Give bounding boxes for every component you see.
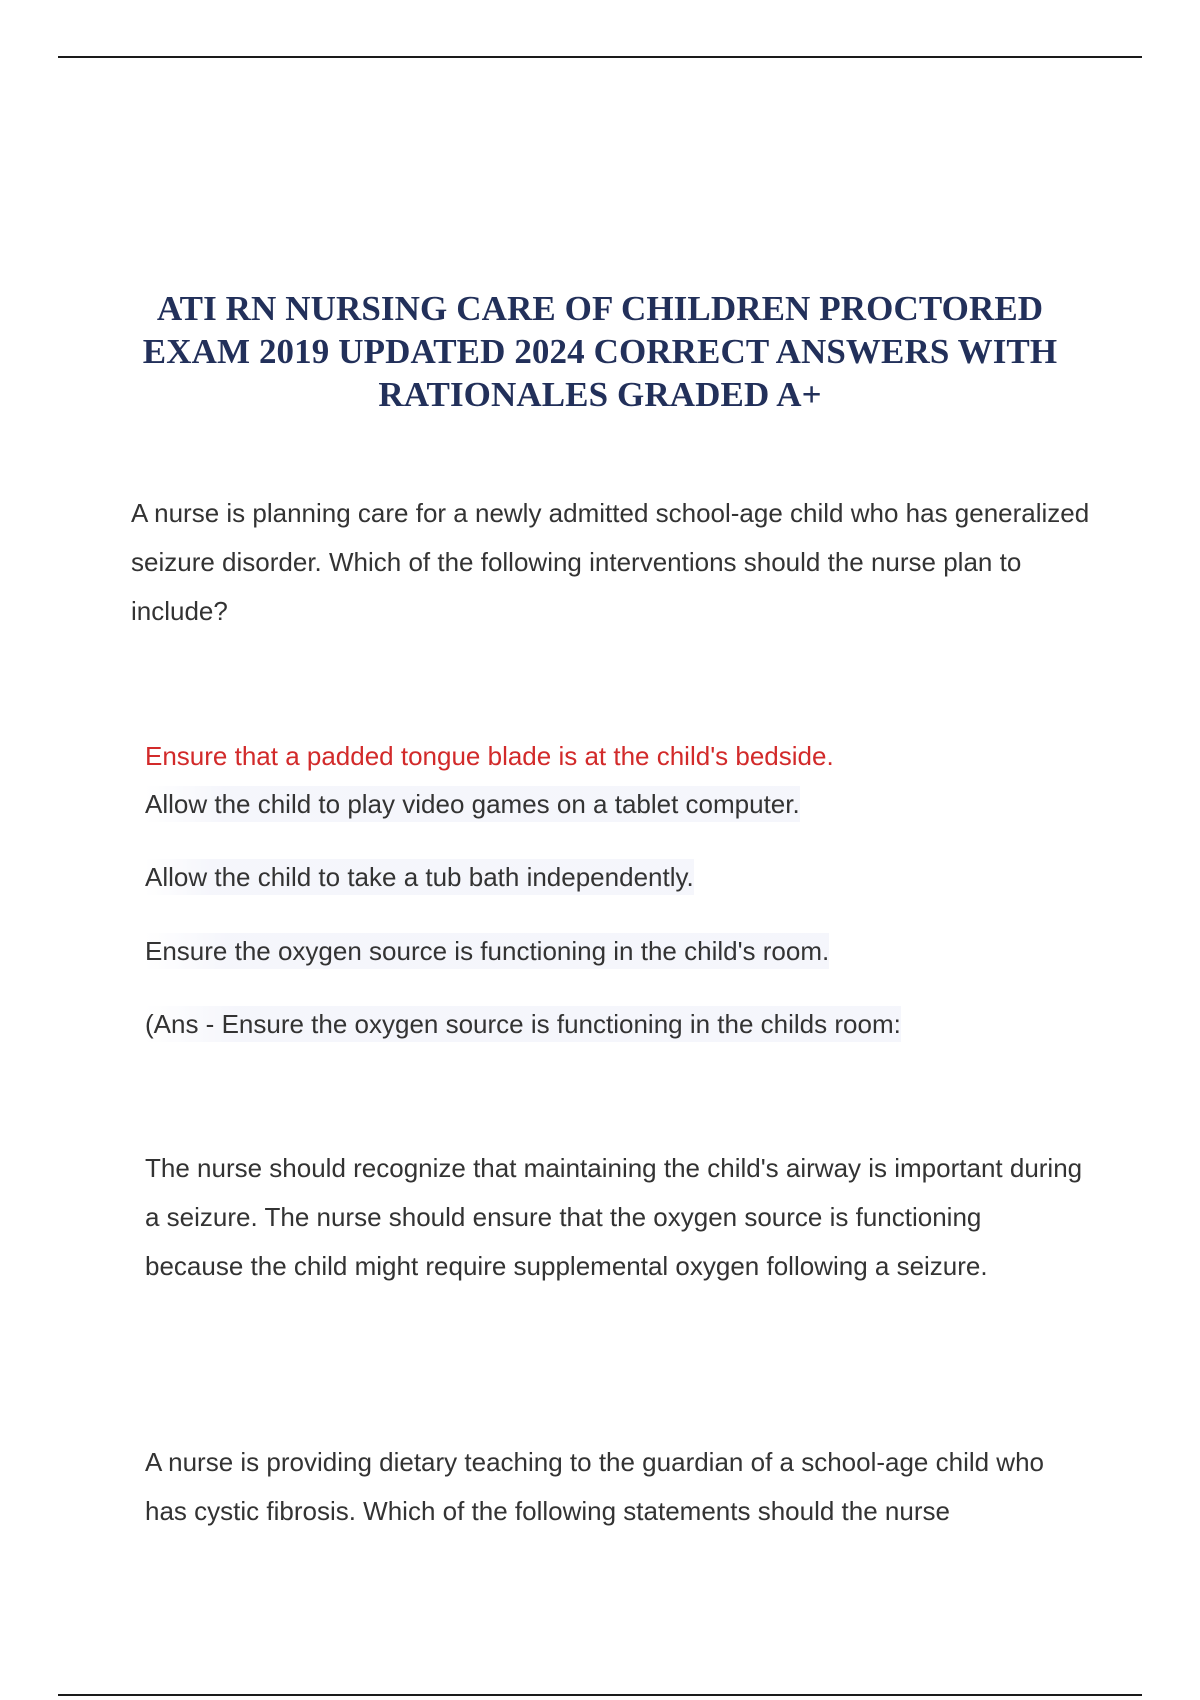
question-1-option-2: Allow the child to play video games on a tablet computer. xyxy=(145,786,800,822)
bottom-rule xyxy=(58,1694,1142,1696)
top-rule xyxy=(58,56,1142,58)
question-1-option-3: Allow the child to take a tub bath independently. xyxy=(145,859,694,895)
question-1-text: A nurse is planning care for a newly admitted school-age child who has generalized seizure disorder. Which of the following interventions should the nurse plan to include? xyxy=(131,498,1090,626)
question-1-option-4: Ensure the oxygen source is functioning in the child's room. xyxy=(145,933,829,969)
question-1-answer: (Ans - Ensure the oxygen source is functioning in the childs room: xyxy=(145,1006,901,1042)
question-1-option-1: Ensure that a padded tongue blade is at the child's bedside. xyxy=(145,741,834,771)
question-1-rationale: The nurse should recognize that maintaining the child's airway is important during a seizure. The nurse should ensure that the oxygen source is functioning because the child might require supplemental oxygen following a seizure. xyxy=(145,1153,1083,1281)
document-title: ATI RN NURSING CARE OF CHILDREN PROCTORED EXAM 2019 UPDATED 2024 CORRECT ANSWERS WITH RATIONALES GRADED A+ xyxy=(142,289,1058,414)
question-2-text: A nurse is providing dietary teaching to the guardian of a school-age child who has cystic fibrosis. Which of the following statements should the nurse xyxy=(145,1447,1045,1526)
